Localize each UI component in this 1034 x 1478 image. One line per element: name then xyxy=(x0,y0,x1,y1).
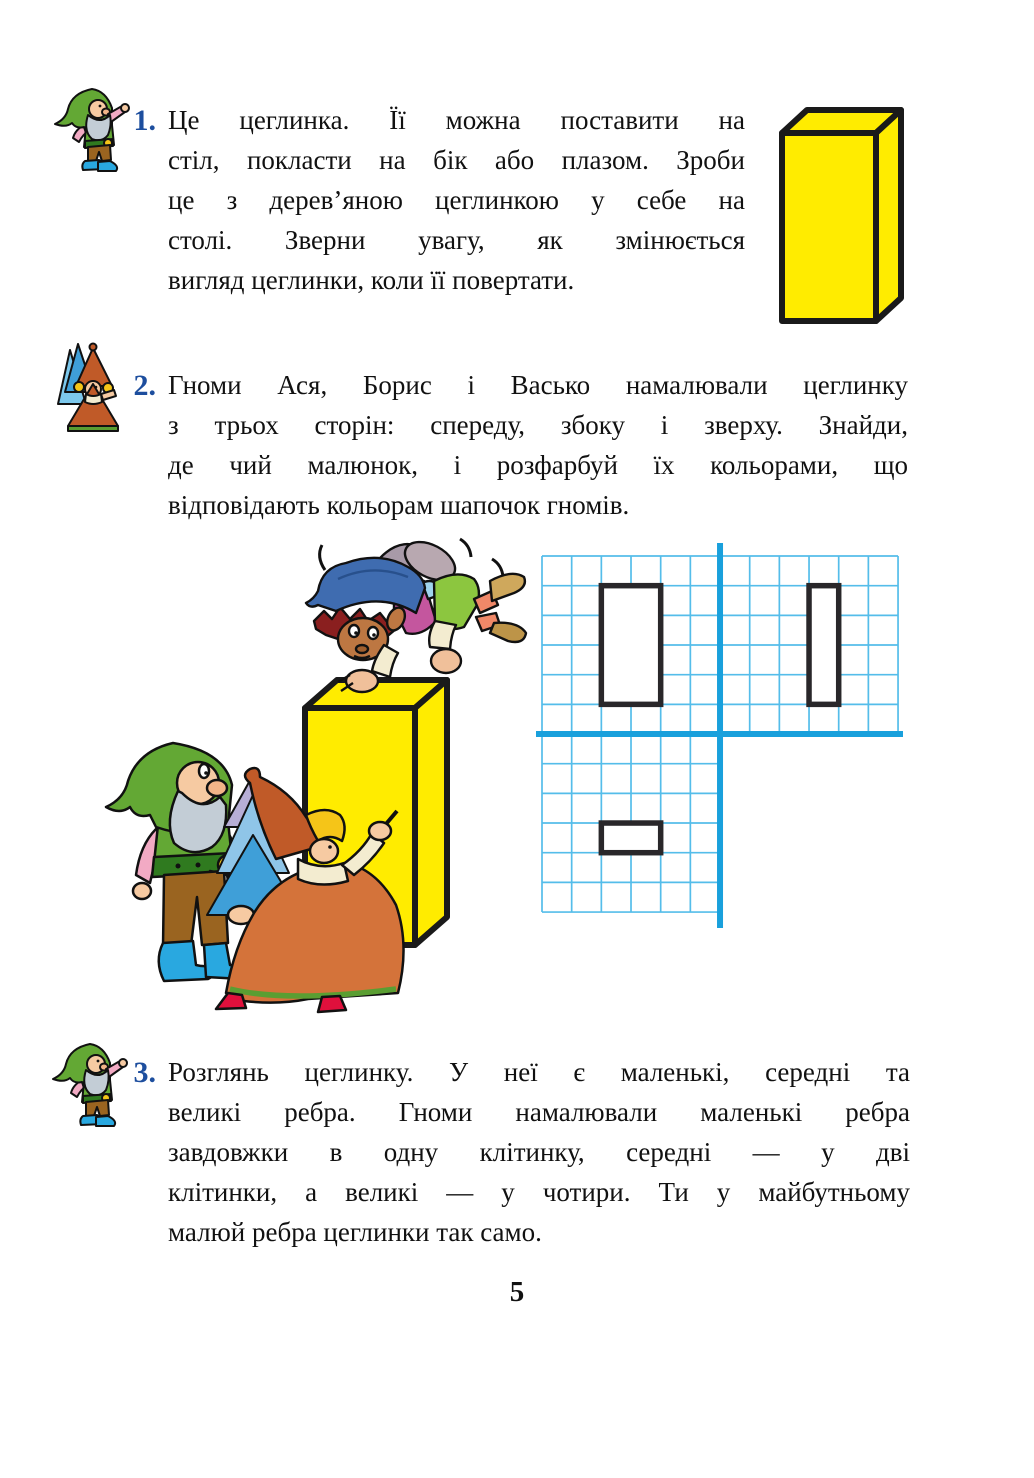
text-line: малюй ребра цеглинки так само. xyxy=(168,1217,542,1247)
gnome-boot xyxy=(96,1116,115,1126)
task-3-number: 3. xyxy=(133,1056,156,1089)
front-view xyxy=(601,586,660,705)
task-3-text xyxy=(168,1052,910,1252)
gnomes-scene xyxy=(78,525,533,1020)
text-line: де чий малюнок, і розфарбуй їх кольорами, що xyxy=(168,450,908,480)
page-number: 5 xyxy=(509,1276,525,1308)
yellow-brick-illustration xyxy=(770,100,908,330)
girl-hair xyxy=(74,382,84,392)
pupil xyxy=(204,771,208,775)
motion-line xyxy=(320,545,325,570)
side-view xyxy=(809,586,839,705)
text-line: стіл, покласти на бік або плазом. Зроби xyxy=(168,145,745,175)
text-line: це з дерев’яною цеглинкою у себе на xyxy=(168,185,745,215)
belt-dot xyxy=(196,863,201,868)
text-line: Гноми Ася, Борис і Васько намалювали цеглинку xyxy=(168,370,908,400)
task-2-text xyxy=(168,365,908,525)
boot xyxy=(490,623,526,642)
hat-tip xyxy=(90,344,97,351)
task-2-number: 2. xyxy=(133,369,156,402)
pupil xyxy=(372,633,376,637)
hand xyxy=(346,670,378,692)
text-line: вигляд цеглинки, коли її повертати. xyxy=(168,265,575,295)
brick-side-face xyxy=(876,110,901,321)
face xyxy=(310,839,338,863)
sleeve xyxy=(429,621,456,649)
hand xyxy=(431,649,461,673)
red-shoe xyxy=(318,996,346,1012)
eye xyxy=(199,764,209,778)
gnome-boot xyxy=(98,161,117,171)
text-line: клітинки, а великі — у чотири. Ти у майбутньому xyxy=(168,1177,910,1207)
text-line: завдовжки в одну клітинку, середні — у дві xyxy=(168,1137,910,1167)
nose xyxy=(207,780,227,796)
text-line: Розглянь цеглинку. У неї є маленькі, середні та xyxy=(168,1057,910,1087)
text-line: великі ребра. Гноми намалювали маленькі ребра xyxy=(168,1097,910,1127)
hand xyxy=(133,883,151,899)
brick-front-face xyxy=(782,133,876,321)
squared-grid xyxy=(530,540,935,935)
text-line: Це цеглинка. Її можна поставити на xyxy=(168,105,745,135)
pupil xyxy=(354,631,358,635)
dress-hem xyxy=(68,426,118,431)
eye xyxy=(328,845,332,849)
belt-dot xyxy=(176,864,181,869)
task-1-number: 1. xyxy=(133,104,156,137)
eye xyxy=(368,627,378,639)
nose xyxy=(356,645,368,653)
motion-line xyxy=(492,559,503,577)
boot xyxy=(490,574,525,601)
text-line: з трьох сторін: спереду, збоку і зверху. Знайди, xyxy=(168,410,908,440)
text-line: відповідають кольорам шапочок гномів. xyxy=(168,490,630,520)
red-shoe xyxy=(216,993,246,1009)
motion-line xyxy=(460,539,471,557)
eye xyxy=(349,625,359,637)
task-1-text xyxy=(168,100,745,300)
gnome-flying-blue-hat xyxy=(306,534,526,692)
top-view xyxy=(601,823,660,853)
brick-side-face xyxy=(415,680,447,945)
text-line: столі. Зверни увагу, як змінюється xyxy=(168,225,745,255)
